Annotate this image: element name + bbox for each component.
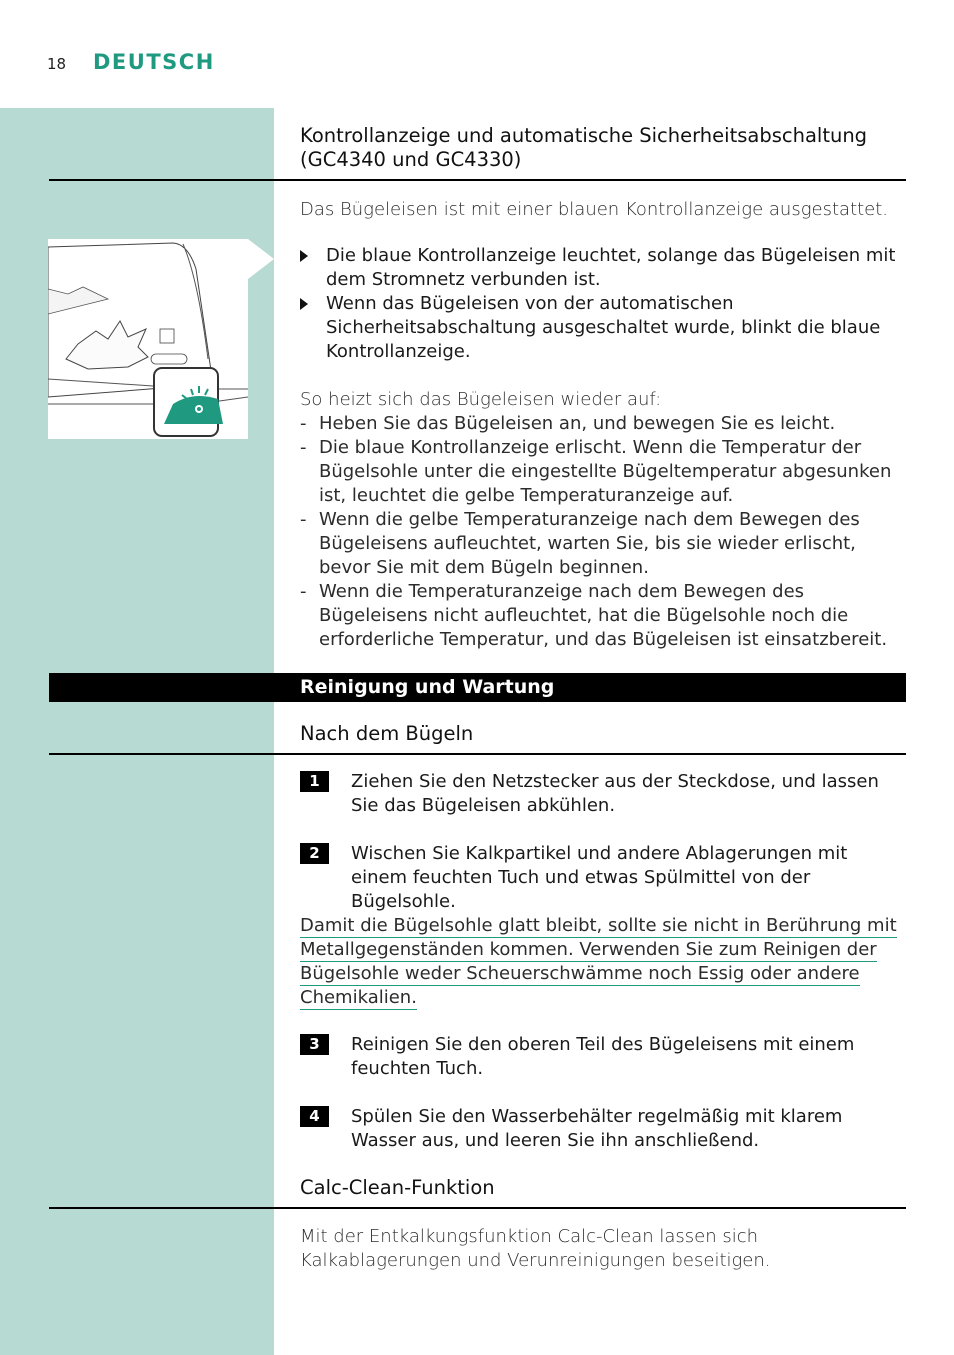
calc-clean-paragraph: Mit der Entkalkungsfunktion Calc-Clean lassen sich Kalkablagerungen und Verunreinigungen beseitigen. [300,1226,771,1271]
step-1 [300,770,900,818]
iron-indicator-icon [48,239,248,439]
bullet-list [300,244,900,364]
dash-list [300,412,900,652]
step-number-badge: 3 [300,1034,329,1055]
step-2 [300,842,900,914]
iron-illustration [48,239,248,439]
intro-paragraph: Das Bügeleisen ist mit einer blauen Kontrollanzeige ausgestattet. [300,199,889,220]
list-item: Die blaue Kontrollanzeige leuchtet, solange das Bügeleisen mit dem Stromnetz verbunden ist. [300,244,900,292]
list-item: Wenn das Bügeleisen von der automatischen Sicherheitsabschaltung ausgeschaltet wurde, blinkt die blaue Kontrollanzeige. [300,292,900,364]
callout-pointer [248,239,274,279]
subheading-after-ironing: Nach dem Bügeln [300,722,474,745]
step-text: Spülen Sie den Wasserbehälter regelmäßig mit klarem Wasser aus, und leeren Sie ihn anschließend. [351,1106,843,1151]
list-item: - Wenn die gelbe Temperaturanzeige nach dem Bewegen des Bügeleisens aufleuchtet, warten Sie, bis sie wieder erlischt, bevor Sie mit dem Bügeln beginnen. [300,509,860,578]
step-text: Reinigen Sie den oberen Teil des Bügeleisens mit einem feuchten Tuch. [351,1034,855,1079]
step-text: Ziehen Sie den Netzstecker aus der Steckdose, und lassen Sie das Bügeleisen abkühlen. [351,771,879,816]
step-number-badge: 2 [300,843,329,864]
section-heading-indicator [300,124,867,172]
bullet-arrow-icon [300,250,308,262]
list-item: - Die blaue Kontrollanzeige erlischt. Wenn die Temperatur der Bügelsohle unter die eingestellte Bügeltemperatur abgesunken ist, leuchtet die gelbe Temperaturanzeige auf. [300,437,892,506]
list-item: - Wenn die Temperaturanzeige nach dem Bewegen des Bügeleisens nicht aufleuchtet, hat die Bügelsohle noch die erforderliche Temperatur, und das Bügeleisen ist einsatzbereit. [300,581,888,650]
section-title: Reinigung und Wartung [300,676,555,698]
note-line: Metallgegenständen kommen. Verwenden Sie zum Reinigen der [300,939,877,960]
step-3 [300,1033,900,1081]
heading-line-2: (GC4340 und GC4330) [300,148,522,171]
step-4 [300,1105,900,1153]
divider-rule [49,753,906,755]
step-text: Wischen Sie Kalkpartikel und andere Ablagerungen mit einem feuchten Tuch und etwas Spülmittel von der Bügelsohle. [351,843,848,912]
divider-rule [49,179,906,181]
note-line: Bügelsohle weder Scheuerschwämme noch Essig oder andere [300,963,860,984]
step-number-badge: 1 [300,771,329,792]
section-title-bar [49,673,906,702]
note-line: Damit die Bügelsohle glatt bleibt, sollte sie nicht in Berührung mit [300,915,897,936]
language-title: DEUTSCH [93,50,215,74]
heading-line-1: Kontrollanzeige und automatische Sicherheitsabschaltung [300,124,868,147]
bullet-arrow-icon [300,298,308,310]
page-number: 18 [47,55,67,73]
divider-rule [49,1207,906,1209]
note-line: Chemikalien. [300,987,417,1008]
subheading-calc-clean: Calc-Clean-Funktion [300,1176,495,1199]
step-number-badge: 4 [300,1106,329,1127]
reheat-intro: So heizt sich das Bügeleisen wieder auf: [300,389,662,410]
list-item: - Heben Sie das Bügeleisen an, und bewegen Sie es leicht. [300,413,836,434]
cleaning-note [300,914,900,1010]
